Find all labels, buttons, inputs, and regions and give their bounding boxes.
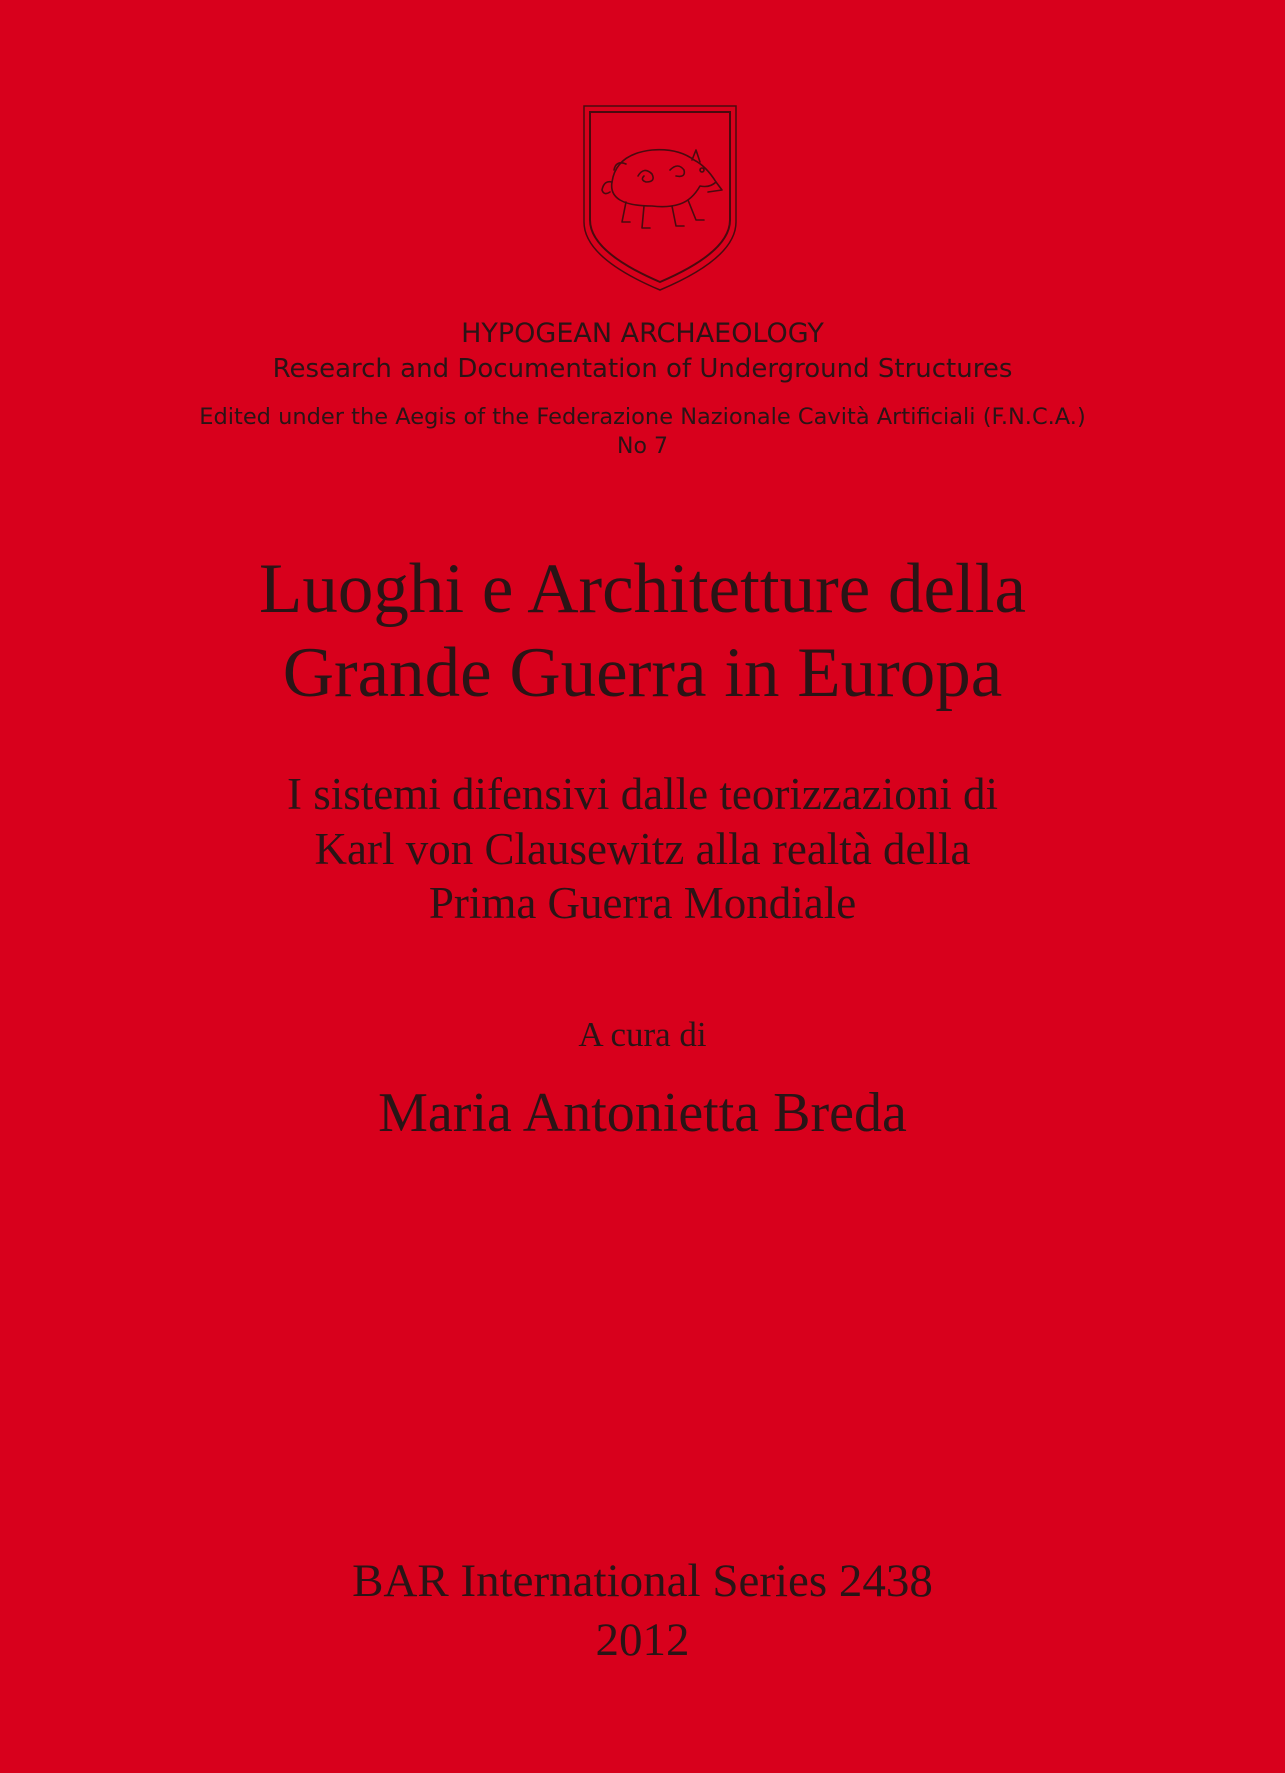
emblem-svg (582, 104, 738, 292)
series-subtitle: Research and Documentation of Underground Structures (272, 354, 1013, 384)
book-subtitle-line-3: Prima Guerra Mondiale (428, 878, 857, 928)
book-title-line-1: Luoghi e Architetture della (259, 550, 1026, 628)
book-title-line-2: Grande Guerra in Europa (282, 634, 1003, 712)
series-edited-under: Edited under the Aegis of the Federazione Nazionale Cavità Artificiali (F.N.C.A.) (199, 404, 1086, 430)
editor-label: A cura di (578, 1015, 707, 1054)
book-subtitle-line-1: I sistemi difensivi dalle teorizzazioni di (286, 769, 999, 819)
book-subtitle-line-2: Karl von Clausewitz alla realtà della (314, 824, 971, 874)
boar-figure (602, 150, 722, 228)
editor-name: Maria Antonietta Breda (378, 1082, 907, 1144)
publication-year: 2012 (595, 1614, 690, 1666)
shield-boar-emblem-icon (582, 104, 738, 292)
series-number: No 7 (617, 434, 668, 459)
series-name: HYPOGEAN ARCHAEOLOGY (461, 318, 824, 349)
publication-series: BAR International Series 2438 (352, 1555, 933, 1607)
